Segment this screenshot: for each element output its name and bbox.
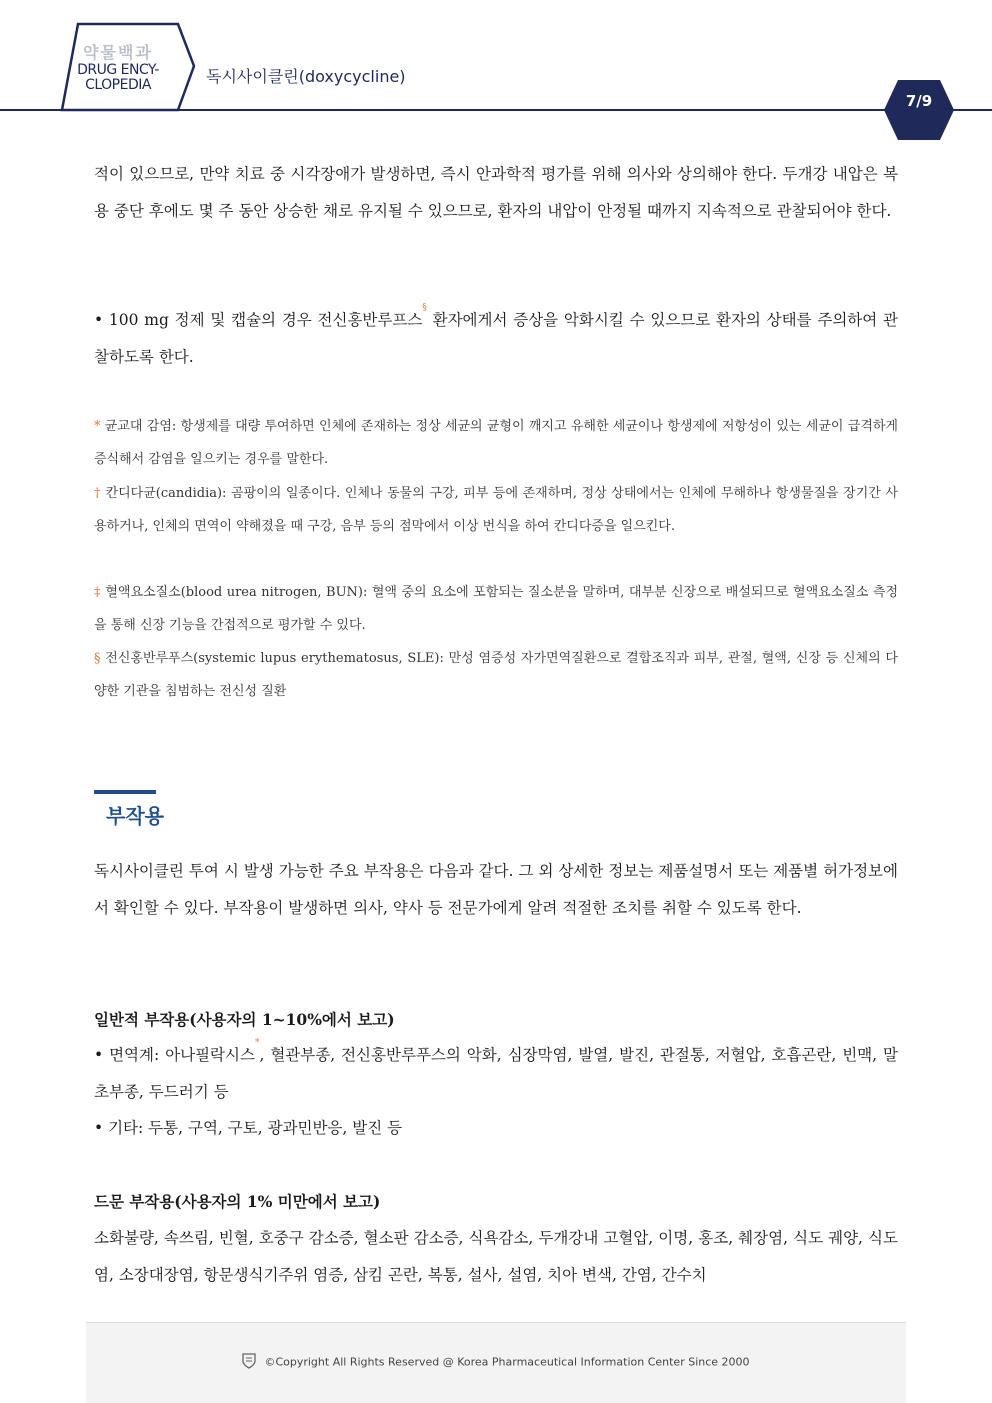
footnote-mark: † (94, 486, 101, 501)
footnote-ref: * (254, 1038, 260, 1048)
rare-side-effects-list: 소화불량, 속쓰림, 빈혈, 호중구 감소증, 혈소판 감소증, 식욕감소, 두개강내 고혈압, 이명, 홍조, 췌장염, 식도 궤양, 식도염, 소장대장염, 항문생식기주위 염증, 삼킴 곤란, 복통, 설사, 설염, 치아 변색, 간염, 간수치 (94, 1229, 898, 1284)
footnote-mark: ‡ (94, 585, 101, 600)
bullet-sle-warning (94, 302, 898, 376)
footnote-text: 전신홍반루푸스(systemic lupus erythematosus, SLE): 만성 염증성 자가면역질환으로 결합조직과 피부, 관절, 혈액, 신장 등 신체의 다양한 기관을 침범하는 전신성 질환 (94, 651, 898, 699)
footnote-mark: * (94, 419, 101, 434)
logo (48, 40, 188, 93)
bullet-text-post: , 혈관부종, 전신홍반루푸스의 악화, 심장막염, 발열, 발진, 관절통, 저혈압, 호흡곤란, 빈맥, 말초부종, 두드러기 등 (94, 1046, 898, 1101)
footnote-text: 균교대 감염: 항생제를 대량 투여하면 인체에 존재하는 정상 세균의 균형이 깨지고 유해한 세균이나 항생제에 저항성이 있는 세균이 급격하게 증식해서 감염을 일으키는 경우를 말한다. (94, 419, 898, 467)
document-title: 독시사이클린(doxycycline) (206, 67, 406, 86)
logo-korean: 약물백과 (83, 43, 153, 62)
section-title: 부작용 (106, 804, 164, 828)
section-intro: 독시사이클린 투여 시 발생 가능한 주요 부작용은 다음과 같다. 그 외 상세한 정보는 제품설명서 또는 제품별 허가정보에서 확인할 수 있다. 부작용이 발생하면 의사, 약사 등 전문가에게 알려 적절한 조치를 취할 수 있도록 한다. (94, 862, 898, 917)
rare-side-effects-heading: 드문 부작용(사용자의 1% 미만에서 보고) (94, 1192, 381, 1211)
footnote-text: 칸디다균(candidia): 곰팡이의 일종이다. 인체나 동물의 구강, 피부 등에 존재하며, 정상 상태에서는 인체에 무해하나 항생물질을 장기간 사용하거나, 인체의 면역이 약해졌을 때 구강, 음부 등의 점막에서 이상 번식을 하여 칸디다증을 일으킨다. (94, 486, 898, 534)
paragraph-continued: 적이 있으므로, 만약 치료 중 시각장애가 발생하면, 즉시 안과학적 평가를 위해 의사와 상의해야 한다. 두개강 내압은 복용 중단 후에도 몇 주 동안 상승한 채로 유지될 수 있으므로, 환자의 내압이 안정될 때까지 지속적으로 관찰되어야 한다. (94, 165, 898, 220)
footnote-bun (94, 577, 898, 642)
bullet-text-pre: • 100 mg 정제 및 캡슐의 경우 전신홍반루프스 (94, 311, 423, 329)
bullet-text-post: 환자에게서 증상을 악화시킬 수 있으므로 환자의 상태를 주의하여 관찰하도록 한다. (94, 311, 898, 366)
footnote-ref: § (422, 303, 427, 313)
bullet-text-pre: • 면역계: 아나필락시스 (94, 1046, 255, 1064)
footnote-candida (94, 478, 898, 543)
page-badge-shape (884, 80, 954, 140)
footnote-mark: § (94, 651, 101, 666)
page-header (0, 0, 992, 140)
footer-copyright (86, 1353, 906, 1372)
section-title-bar (94, 790, 156, 794)
page-footer (86, 1322, 906, 1403)
common-side-effects-heading: 일반적 부작용(사용자의 1~10%에서 보고) (94, 1010, 395, 1029)
bullet-other: • 기타: 두통, 구역, 구토, 광과민반응, 발진 등 (94, 1119, 403, 1137)
crest-icon (242, 1353, 256, 1372)
footnote-sle (94, 643, 898, 708)
logo-english-2: CLOPEDIA (85, 77, 151, 93)
page-number: 7/9 (905, 92, 933, 110)
footnote-superinfection (94, 411, 898, 476)
footnote-text: 혈액요소질소(blood urea nitrogen, BUN): 혈액 중의 요소에 포함되는 질소분을 말하며, 대부분 신장으로 배설되므로 혈액요소질소 측정을 통해 신장 기능을 간접적으로 평가할 수 있다. (94, 585, 898, 633)
footer-text: ©Copyright All Rights Reserved @ Korea Pharmaceutical Information Center Since 2000 (264, 1355, 750, 1369)
logo-english-1: DRUG ENCY- (77, 62, 159, 78)
bullet-immune (94, 1037, 898, 1111)
